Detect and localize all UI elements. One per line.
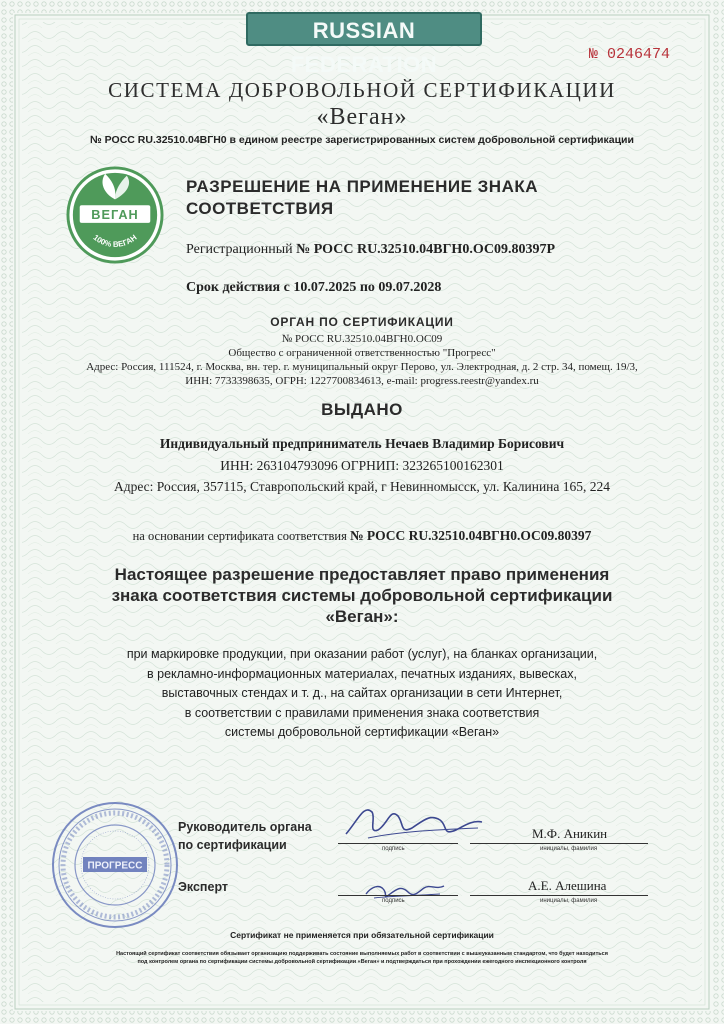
certification-body-company: Общество с ограниченной ответственностью "Прогресс"	[228, 347, 496, 359]
expert-name: А.Е. Алешина	[528, 878, 607, 893]
head-name-caption: инициалы, фамилия	[540, 846, 598, 852]
mandatory-certification-note: Сертификат не применяется при обязательной сертификации	[230, 930, 494, 940]
system-name: «Веган»	[316, 104, 408, 130]
basis-prefix: на основании сертификата соответствия	[132, 529, 347, 543]
validity-period: Срок действия с 10.07.2025 по 09.07.2028	[186, 280, 442, 295]
country-banner: RUSSIAN FEDERATION	[246, 12, 482, 46]
expert-name-caption: инициалы, фамилия	[540, 898, 598, 904]
head-name-line	[470, 843, 648, 844]
basis-line	[0, 528, 724, 544]
stamp-text: ПРОГРЕСС	[87, 860, 143, 872]
head-signature	[338, 790, 488, 850]
holder-ids: ИНН: 263104793096 ОГРНИП: 323265100162301	[220, 458, 504, 473]
head-signature-caption: подпись	[382, 846, 405, 852]
scope-line: при маркировке продукции, при оказании работ (услуг), на бланках организации,	[126, 647, 598, 661]
fine-print-line2: под контролем органа по сертификации системы добровольной сертификации «Веган» и подтверждаться при прохождении ежегодного инспекционного контроля	[137, 959, 587, 965]
expert-signature-line	[338, 895, 458, 896]
certification-body-number: № РОСС RU.32510.04ВГН0.ОС09	[281, 333, 443, 345]
registration-line	[186, 242, 555, 258]
fine-print	[60, 950, 664, 966]
serial-prefix: №	[588, 46, 598, 63]
logo-main-text: ВЕГАН	[91, 206, 139, 222]
serial-value: 0246474	[606, 46, 670, 63]
registration-prefix: Регистрационный	[186, 242, 293, 257]
registration-number: № РОСС RU.32510.04ВГН0.ОС09.80397Р	[296, 242, 556, 257]
head-signature-line	[338, 843, 458, 844]
serial-number	[589, 46, 670, 63]
rights-line1: Настоящее разрешение предоставляет право применения	[114, 565, 610, 584]
scope-line: в рекламно-информационных материалах, печатных изданиях, вывесках,	[147, 666, 577, 681]
holder-name: Индивидуальный предприниматель Нечаев Владимир Борисович	[159, 436, 565, 451]
vegan-leaf-logo-icon	[66, 166, 164, 264]
holder-address: Адрес: Россия, 357115, Ставропольский край, г Невинномысск, ул. Калинина 165, 224	[113, 479, 611, 494]
certification-body-ids: ИНН: 7733398635, ОГРН: 1227700834613, e-mail: progress.reestr@yandex.ru	[185, 375, 539, 387]
issued-heading: ВЫДАНО	[321, 400, 403, 419]
head-name: М.Ф. Аникин	[532, 826, 608, 841]
basis-number: № РОСС RU.32510.04ВГН0.ОС09.80397	[349, 528, 592, 543]
certification-body-address: Адрес: Россия, 111524, г. Москва, вн. тер. г. муниципальный округ Перово, ул. Электродная, д. 2 стр. 34, помещ. 19/3,	[86, 361, 638, 373]
registry-note: № РОСС RU.32510.04ВГН0 в едином реестре зарегистрированных систем добровольной сертификации	[90, 134, 634, 146]
fine-print-line1: Настоящий сертификат соответствия обязывает организацию поддерживать состояние выполняемых работ в соответствии с вышеуказанным стандартом, что будет находиться	[116, 951, 608, 957]
head-label-line1: Руководитель органа	[178, 820, 312, 834]
expert-name-line	[470, 895, 648, 896]
scope-line: выставочных стендах и т. д., на сайтах организации в сети Интернет,	[161, 686, 563, 700]
rights-line3: «Веган»:	[325, 607, 399, 626]
system-title: СИСТЕМА ДОБРОВОЛЬНОЙ СЕРТИФИКАЦИИ	[108, 78, 616, 102]
scope-line: в соответствии с правилами применения знака соответствия	[184, 705, 540, 720]
expert-signature	[360, 872, 450, 906]
rights-line2: знака соответствия системы добровольной сертификации	[111, 586, 613, 605]
permit-title-line2: СООТВЕТСТВИЯ	[186, 199, 334, 218]
expert-signature-caption: подпись	[382, 898, 405, 904]
organization-stamp	[50, 800, 180, 930]
permit-title	[186, 176, 538, 220]
scope-line: системы добровольной сертификации «Веган»	[224, 725, 500, 739]
certification-body-heading: ОРГАН ПО СЕРТИФИКАЦИИ	[270, 315, 454, 329]
usage-scope	[0, 645, 724, 743]
expert-label: Эксперт	[178, 880, 229, 894]
head-label-line2: по сертификации	[178, 838, 287, 852]
head-label	[178, 818, 312, 854]
rights-heading	[0, 564, 724, 627]
permit-title-line1: РАЗРЕШЕНИЕ НА ПРИМЕНЕНИЕ ЗНАКА	[186, 177, 539, 196]
logo-arc-text: 100% ВЕГАН	[91, 232, 139, 249]
